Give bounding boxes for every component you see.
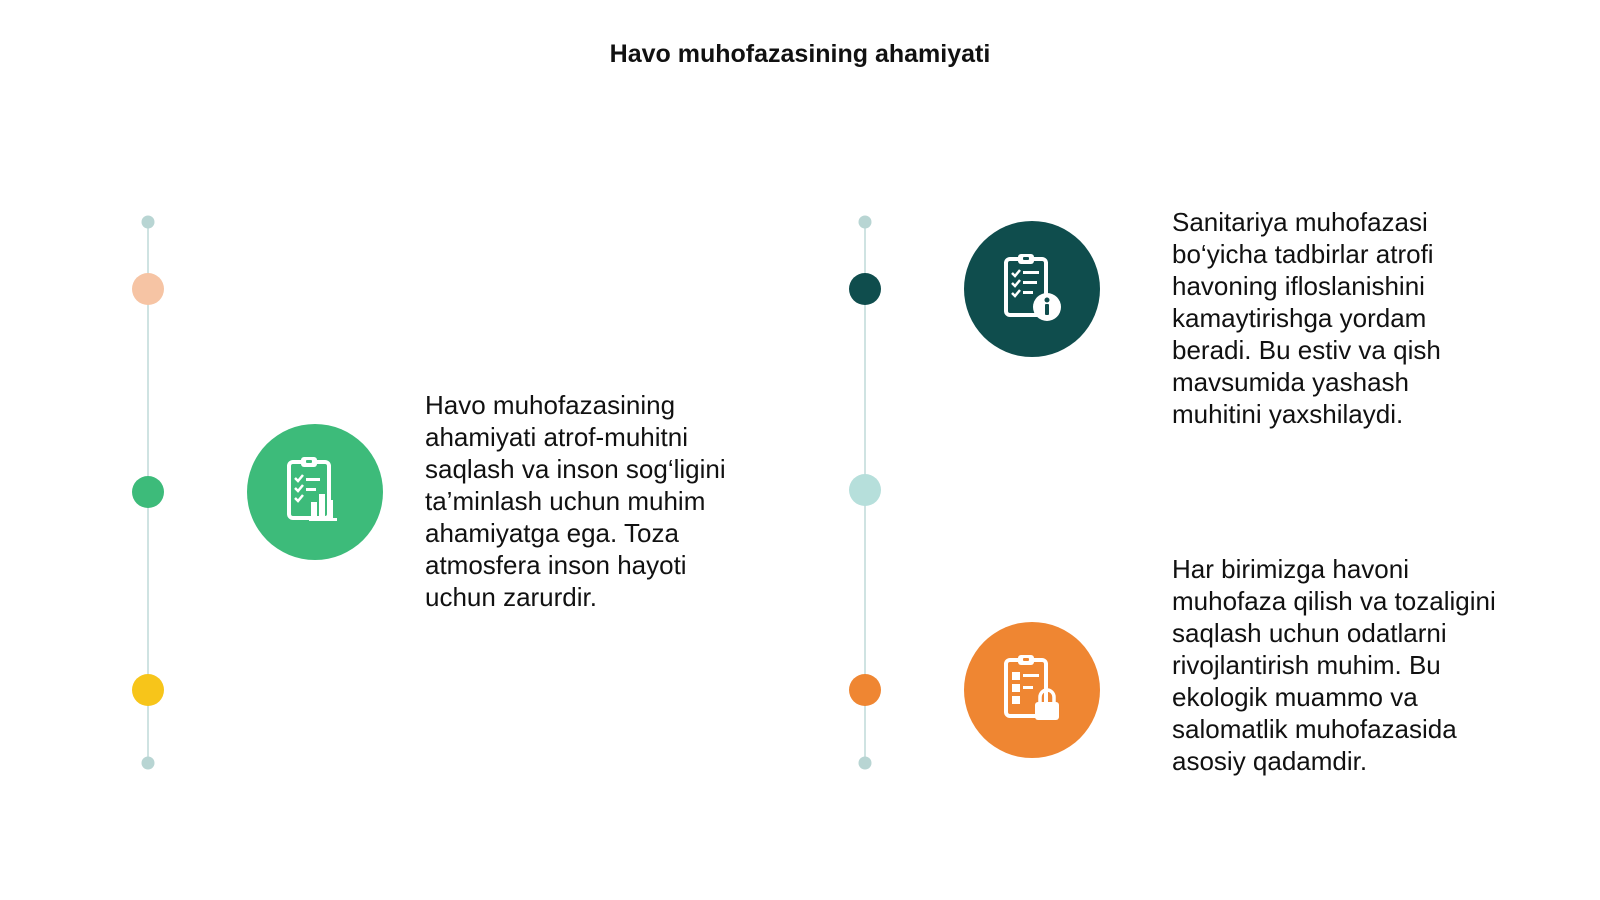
item-text: Sanitariya muhofazasi bo‘yicha tadbirlar atrofi havoning ifloslanishini kamaytirishga yordam beradi. Bu estiv va qish mavsumida yashash muhitini yaxshilaydi. — [1172, 207, 1441, 429]
item-text: Har birimizga havoni muhofaza qilish va tozaligini saqlash uchun odatlarni rivojlantirish muhim. Bu ekologik muammo va salomatlik muhofazasida asosiy qadamdir. — [1172, 554, 1496, 776]
timeline-dot-teal — [849, 273, 881, 305]
timeline-dot-mint — [849, 474, 881, 506]
timeline-end-dot — [142, 216, 155, 229]
timeline-dot-peach — [132, 273, 164, 305]
page-title: Havo muhofazasining ahamiyati — [609, 40, 991, 68]
clipboard-info-icon — [964, 221, 1100, 357]
clipboard-lock-icon — [964, 622, 1100, 758]
timeline-end-dot — [142, 757, 155, 770]
timeline-end-dot — [859, 757, 872, 770]
timeline-dot-yellow — [132, 674, 164, 706]
timeline-dot-green — [132, 476, 164, 508]
timeline-dot-orange — [849, 674, 881, 706]
item-text: Havo muhofazasining ahamiyati atrof-muhitni saqlash va inson sog‘ligini ta’minlash uchun muhim ahamiyatga ega. Toza atmosfera inson hayoti uchun zarurdir. — [425, 390, 726, 612]
clipboard-chart-icon — [247, 424, 383, 560]
timeline-end-dot — [859, 216, 872, 229]
